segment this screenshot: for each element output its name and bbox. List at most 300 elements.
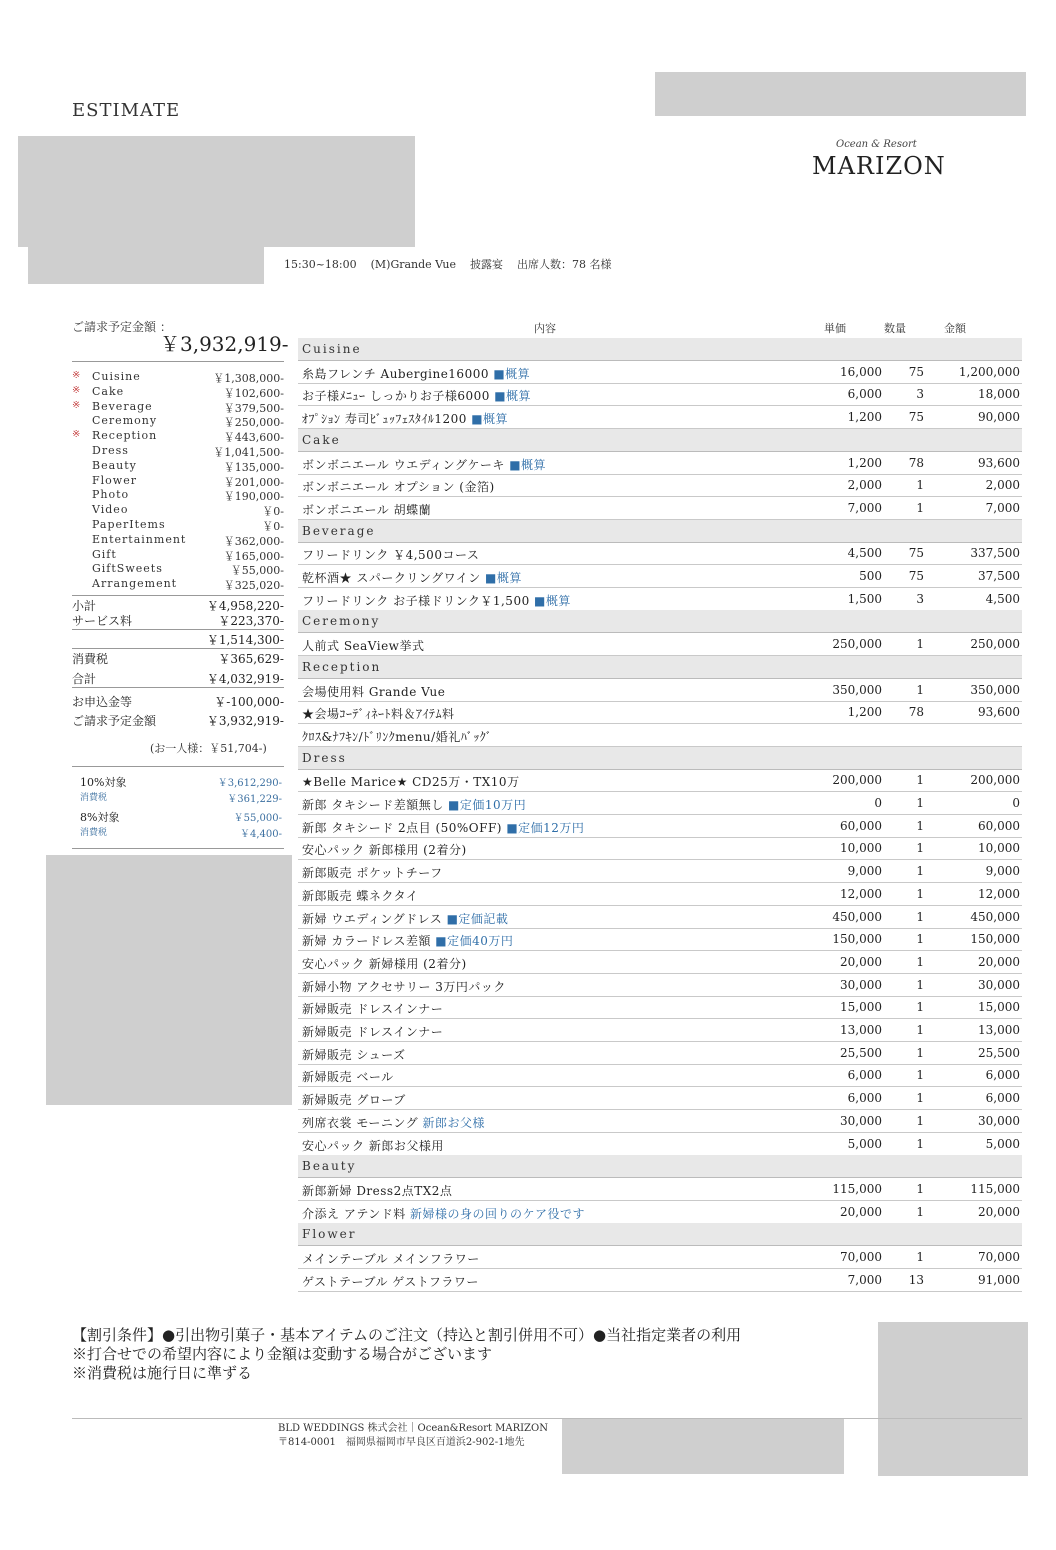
table-row — [298, 815, 1022, 838]
category-title — [302, 751, 347, 765]
item-name: 安心パック 新郎お父様用 — [302, 1138, 444, 1153]
unit-price: 7,000 — [847, 500, 882, 515]
total-row — [72, 693, 284, 711]
total-row — [72, 650, 284, 668]
tax-value: ￥361,229- — [227, 794, 282, 805]
item-description — [302, 978, 506, 995]
item-note: ■概算 — [471, 412, 509, 427]
table-row — [298, 792, 1022, 815]
table-row — [298, 565, 1022, 588]
category-name: Cake — [92, 384, 125, 398]
item-name: フリードリンク ￥4,500コース — [302, 548, 480, 563]
category-name: Cuisine — [92, 370, 141, 383]
item-description — [302, 796, 526, 813]
line-amount: 13,000 — [978, 1023, 1020, 1037]
unit-price: 115,000 — [832, 1181, 882, 1196]
category-row — [72, 414, 284, 429]
item-name: 人前式 SeaView挙式 — [302, 639, 425, 654]
category-header-row — [298, 747, 1022, 770]
item-description — [302, 501, 431, 518]
line-amount: 93,600 — [978, 455, 1020, 470]
category-row — [72, 533, 284, 548]
item-note: ■概算 — [494, 389, 532, 404]
divider — [72, 766, 284, 767]
unit-price: 20,000 — [840, 1204, 882, 1219]
table-row — [298, 837, 1022, 860]
line-amount: 90,000 — [978, 410, 1020, 425]
asterisk-mark: ※ — [72, 370, 81, 381]
item-description — [302, 887, 418, 904]
tax-value: ￥4,400- — [239, 829, 282, 840]
unit-price: 12,000 — [840, 886, 882, 901]
total-label: 消費税 — [72, 652, 109, 666]
table-row — [298, 588, 1022, 611]
item-note: ■概算 — [534, 593, 571, 608]
quantity: 1 — [916, 1113, 924, 1128]
item-name: 糸島フレンチ Aubergine16000 — [302, 366, 489, 381]
table-row — [298, 769, 1022, 792]
footer-notes — [72, 1326, 741, 1383]
discount-conditions: 【割引条件】●引出物引菓子・基本アイテムのご注文（持込と割引併用不可）●当社指定業者の利用 — [72, 1326, 742, 1344]
category-row — [72, 429, 284, 444]
table-row — [298, 633, 1022, 656]
unit-price: 250,000 — [832, 637, 882, 652]
line-amount: 37,500 — [978, 569, 1020, 583]
item-description — [302, 683, 445, 700]
line-amount: 1,200,000 — [958, 364, 1020, 379]
item-description — [302, 1137, 444, 1154]
unit-price: 0 — [874, 796, 882, 810]
line-amount: 6,000 — [985, 1091, 1020, 1106]
quantity: 3 — [916, 591, 924, 606]
table-row — [298, 452, 1022, 475]
tax-note: ※消費税は施行日に準ずる — [72, 1364, 253, 1382]
category-row — [72, 370, 284, 385]
divider — [72, 629, 284, 630]
item-description — [302, 864, 443, 881]
item-description — [302, 1000, 443, 1017]
quantity: 1 — [916, 841, 924, 856]
quantity: 1 — [916, 1091, 924, 1106]
category-title — [302, 524, 375, 538]
category-value: ￥201,000- — [223, 475, 284, 489]
table-row — [298, 1178, 1022, 1201]
item-description — [302, 478, 495, 495]
item-name: ★会場ｺｰﾃﾞｨﾈｰﾄ料＆ｱｲﾃﾑ料 — [302, 707, 455, 722]
item-description — [302, 1091, 406, 1108]
unit-price: 9,000 — [847, 864, 882, 879]
item-description — [302, 705, 455, 722]
item-note: ■概算 — [485, 571, 522, 585]
item-name: ｵﾌﾟｼｮﾝ 寿司ﾋﾞｭｯﾌｪｽﾀｲﾙ1200 — [302, 412, 467, 427]
divider — [72, 1418, 1022, 1419]
item-name: 新郎 タキシード 2点目 (50%OFF) — [302, 820, 502, 835]
table-row — [298, 1133, 1022, 1156]
unit-price: 1,200 — [847, 705, 882, 720]
total-value: ￥365,629- — [218, 652, 284, 666]
per-person-amount: (お一人様：￥51,704-) — [150, 742, 267, 755]
category-header-row — [298, 1155, 1022, 1178]
item-description — [302, 387, 531, 404]
line-amount: 70,000 — [978, 1250, 1020, 1264]
item-name: Beauty — [302, 1159, 357, 1174]
table-row — [298, 406, 1022, 429]
item-description — [302, 955, 467, 972]
category-name: GiftSweets — [92, 562, 163, 576]
item-note: 新郎お父様 — [422, 1115, 485, 1130]
quantity: 1 — [916, 773, 924, 788]
redacted-block — [655, 72, 1026, 116]
quantity: 13 — [908, 1272, 924, 1287]
total-label: 合計 — [72, 672, 97, 686]
item-description — [302, 728, 492, 745]
table-row — [298, 1042, 1022, 1065]
tax-label: 10%対象 — [80, 776, 127, 789]
total-value: ￥4,958,220- — [206, 599, 284, 613]
item-name: Cake — [302, 432, 341, 447]
quantity: 1 — [916, 977, 924, 992]
total-label: お申込金等 — [72, 695, 133, 709]
table-row — [298, 1110, 1022, 1133]
item-description — [302, 819, 584, 836]
item-name: 新婦販売 ベール — [302, 1070, 394, 1085]
item-name: ゲストテーブル ゲストフラワー — [302, 1274, 479, 1289]
item-description — [302, 637, 424, 654]
line-amount: 337,500 — [970, 546, 1020, 561]
quantity: 1 — [916, 500, 924, 515]
line-amount: 25,500 — [978, 1045, 1020, 1060]
unit-price: 5,000 — [847, 1136, 882, 1151]
unit-price: 500 — [859, 569, 882, 583]
category-title — [302, 433, 341, 447]
item-description — [302, 410, 508, 427]
quantity: 75 — [908, 569, 924, 583]
item-description — [302, 456, 546, 473]
category-header-row — [298, 1223, 1022, 1246]
category-name: PaperItems — [92, 518, 166, 531]
unit-price: 6,000 — [847, 1068, 882, 1083]
category-value: ￥165,000- — [223, 549, 284, 563]
quantity: 1 — [916, 1023, 924, 1037]
item-description — [302, 841, 467, 858]
quantity: 1 — [916, 932, 924, 947]
item-name: 介添え アテンド料 — [302, 1206, 406, 1221]
table-row — [298, 1246, 1022, 1269]
tax-row — [80, 790, 282, 805]
unit-price: 1,200 — [847, 410, 882, 425]
table-row — [298, 361, 1022, 384]
quantity: 1 — [916, 1181, 924, 1196]
unit-price: 10,000 — [840, 841, 882, 856]
item-description — [302, 1182, 452, 1199]
category-value: ￥1,308,000- — [213, 372, 284, 385]
category-row — [72, 385, 284, 400]
category-header-row — [298, 610, 1022, 633]
quantity: 1 — [916, 954, 924, 969]
category-value: ￥135,000- — [223, 460, 284, 474]
tax-label: 消費税 — [80, 828, 108, 838]
quantity: 3 — [916, 387, 924, 402]
table-row — [298, 474, 1022, 497]
company-name: BLD WEDDINGS 株式会社｜Ocean&Resort MARIZON — [278, 1423, 548, 1434]
asterisk-mark: ※ — [72, 384, 81, 396]
table-row — [298, 928, 1022, 951]
divider — [72, 687, 284, 688]
tax-row — [80, 809, 282, 824]
quantity: 1 — [916, 796, 924, 810]
total-value: ￥3,932,919- — [206, 714, 284, 728]
line-amount: 5,000 — [985, 1136, 1020, 1151]
line-amount: 12,000 — [978, 886, 1020, 901]
category-title — [302, 614, 380, 628]
line-amount: 18,000 — [978, 387, 1020, 402]
asterisk-mark: ※ — [72, 429, 81, 441]
category-value: ￥102,600- — [223, 386, 284, 400]
item-description — [302, 1205, 585, 1222]
line-amount: 200,000 — [970, 773, 1020, 788]
table-row — [298, 1201, 1022, 1224]
item-name: 新婦販売 シューズ — [302, 1047, 406, 1062]
item-name: ★Belle Marice★ CD25万・TX10万 — [302, 775, 520, 790]
item-name: フリードリンク お子様ドリンク￥1,500 — [302, 593, 530, 608]
quantity: 1 — [916, 1000, 924, 1015]
brand-tagline: Ocean & Resort — [836, 139, 917, 150]
item-description — [302, 1250, 480, 1267]
total-row — [72, 631, 284, 649]
total-label: ご請求予定金額 — [72, 714, 157, 728]
table-row — [298, 679, 1022, 702]
total-value: ￥-100,000- — [214, 695, 284, 709]
divider — [72, 648, 284, 649]
item-note: ■概算 — [493, 366, 531, 381]
total-label: サービス料 — [72, 614, 133, 628]
table-row — [298, 1019, 1022, 1042]
item-name: 新郎新婦 Dress2点TX2点 — [302, 1183, 453, 1198]
item-note: ■定価40万円 — [435, 934, 514, 949]
item-description — [302, 1023, 443, 1040]
redacted-block — [28, 247, 264, 284]
item-name: ボンボニエール オプション (金箔) — [302, 480, 495, 495]
total-label: 小計 — [72, 599, 97, 613]
redacted-block — [878, 1322, 1028, 1476]
category-name: Flower — [92, 473, 137, 487]
category-row — [72, 577, 284, 592]
divider — [72, 595, 284, 596]
item-name: Dress — [302, 750, 347, 765]
total-value: ￥4,032,919- — [206, 672, 284, 686]
table-row — [298, 906, 1022, 929]
divider — [72, 848, 284, 849]
redacted-block — [562, 1418, 844, 1474]
total-row — [72, 712, 284, 730]
item-description — [302, 910, 508, 927]
quantity: 1 — [916, 1250, 924, 1264]
quantity: 1 — [916, 864, 924, 879]
table-row — [298, 951, 1022, 974]
line-amount: 250,000 — [970, 637, 1020, 652]
unit-price: 1,500 — [847, 591, 882, 606]
tax-row — [80, 825, 282, 840]
price-change-note: ※打合せでの希望内容により金額は変動する場合がございます — [72, 1345, 493, 1363]
table-row — [298, 1087, 1022, 1110]
category-value: ￥250,000- — [223, 416, 284, 430]
table-row — [298, 701, 1022, 724]
unit-price: 6,000 — [847, 1091, 882, 1106]
event-details: 15:30~18:00 (M)Grande Vue 披露宴 出席人数：78 名様 — [284, 258, 612, 271]
category-name: Reception — [92, 429, 158, 443]
line-amount: 93,600 — [978, 705, 1020, 720]
item-description — [302, 1273, 479, 1290]
category-name: Gift — [92, 547, 117, 561]
item-description — [302, 1114, 485, 1131]
line-amount: 15,000 — [978, 1000, 1020, 1015]
tax-label: 消費税 — [80, 793, 108, 803]
item-name: 新婦販売 ドレスインナー — [302, 1002, 444, 1017]
item-name: 新郎販売 蝶ネクタイ — [302, 888, 419, 903]
category-name: Arrangement — [92, 577, 178, 591]
category-name: Entertainment — [92, 532, 187, 546]
item-name: 新婦販売 ドレスインナー — [302, 1025, 444, 1039]
category-value: ￥0- — [262, 505, 284, 519]
category-name: Video — [92, 503, 129, 517]
unit-price: 6,000 — [847, 387, 882, 402]
category-name: Dress — [92, 444, 129, 457]
category-title — [302, 1227, 357, 1241]
line-amount: 10,000 — [978, 841, 1020, 856]
quantity: 78 — [908, 455, 924, 470]
line-amount: 6,000 — [985, 1068, 1020, 1083]
category-name: Beauty — [92, 458, 137, 472]
category-header-row — [298, 429, 1022, 452]
unit-price: 16,000 — [840, 364, 882, 379]
column-header-amount: 金額 — [944, 322, 966, 335]
line-amount: 4,500 — [985, 591, 1020, 606]
item-name: お子様ﾒﾆｭｰ しっかりお子様6000 — [302, 389, 490, 404]
category-row — [72, 400, 284, 415]
table-row — [298, 1269, 1022, 1292]
category-title — [302, 1159, 356, 1173]
item-description — [302, 569, 522, 586]
quantity: 75 — [908, 546, 924, 561]
total-row — [72, 670, 284, 688]
item-description — [302, 1068, 394, 1085]
category-row — [72, 503, 284, 518]
item-name: 新婦 ウエディングドレス — [302, 911, 443, 926]
item-description — [302, 592, 571, 609]
unit-price: 200,000 — [832, 773, 882, 788]
item-name: Reception — [302, 659, 382, 674]
line-amount: 91,000 — [978, 1272, 1020, 1287]
total-value: ￥1,514,300- — [206, 633, 284, 647]
unit-price: 7,000 — [847, 1272, 882, 1287]
quantity: 1 — [916, 818, 924, 833]
quantity: 1 — [916, 1068, 924, 1083]
quantity: 1 — [916, 1204, 924, 1219]
quantity: 1 — [916, 1136, 924, 1151]
column-header-qty: 数量 — [884, 322, 906, 335]
category-value: ￥325,020- — [223, 579, 284, 593]
table-row — [298, 883, 1022, 906]
tax-value: ￥55,000- — [233, 813, 282, 824]
tax-row — [80, 774, 282, 789]
item-name: Cuisine — [302, 342, 362, 356]
item-name: ｸﾛｽ&ﾅﾌｷﾝ/ﾄﾞﾘﾝｸmenu/婚礼ﾊﾞｯｸﾞ — [302, 729, 493, 744]
quantity: 78 — [908, 705, 924, 720]
item-name: 乾杯酒★ スパークリングワイン — [302, 571, 481, 585]
unit-price: 13,000 — [840, 1023, 882, 1037]
item-description — [302, 1046, 405, 1063]
item-note: ■概算 — [509, 457, 547, 472]
quantity: 75 — [908, 410, 924, 425]
category-row — [72, 488, 284, 503]
item-name: 新婦小物 アクセサリー 3万円パック — [302, 979, 506, 994]
category-title — [302, 660, 381, 674]
unit-price: 20,000 — [840, 954, 882, 969]
category-name: Ceremony — [92, 414, 158, 428]
item-name: 列席衣裳 モーニング — [302, 1115, 419, 1130]
category-header-row — [298, 520, 1022, 543]
unit-price: 60,000 — [840, 818, 882, 833]
table-row — [298, 1064, 1022, 1087]
unit-price: 15,000 — [840, 1000, 882, 1015]
category-row — [72, 474, 284, 489]
table-row — [298, 974, 1022, 997]
redacted-block — [18, 136, 415, 247]
company-address: 〒814-0001 福岡県福岡市早良区百道浜2-902-1地先 — [278, 1437, 525, 1448]
unit-price: 2,000 — [847, 478, 882, 493]
table-row — [298, 383, 1022, 406]
item-note: ■定価12万円 — [506, 820, 585, 835]
line-amount: 150,000 — [970, 932, 1020, 947]
tax-label: 8%対象 — [80, 811, 120, 824]
item-name: 新郎 タキシード差額無し — [302, 798, 444, 812]
unit-price: 30,000 — [840, 977, 882, 992]
document-title: ESTIMATE — [72, 100, 181, 121]
line-amount: 7,000 — [985, 500, 1020, 515]
category-row — [72, 548, 284, 563]
total-row — [72, 612, 284, 630]
item-name: 新郎販売 ポケットチーフ — [302, 866, 443, 881]
quantity: 1 — [916, 1045, 924, 1060]
category-name: Photo — [92, 488, 130, 502]
category-value: ￥1,041,500- — [213, 446, 284, 459]
item-description — [302, 773, 520, 790]
asterisk-mark: ※ — [72, 399, 81, 411]
table-row — [298, 497, 1022, 520]
line-amount: 20,000 — [978, 1204, 1020, 1219]
item-name: 新婦販売 グローブ — [302, 1093, 406, 1108]
item-description — [302, 546, 479, 563]
category-row — [72, 459, 284, 474]
category-row — [72, 562, 284, 577]
unit-price: 4,500 — [847, 546, 882, 561]
category-row — [72, 444, 284, 459]
billing-amount-label: ご請求予定金額 ： — [72, 320, 172, 334]
unit-price: 30,000 — [840, 1113, 882, 1128]
line-amount: 20,000 — [978, 954, 1020, 969]
company-info — [278, 1422, 548, 1450]
table-row — [298, 542, 1022, 565]
quantity: 1 — [916, 637, 924, 652]
unit-price: 25,500 — [840, 1045, 882, 1060]
line-amount: 60,000 — [978, 818, 1020, 833]
item-name: Flower — [302, 1227, 357, 1242]
category-name: Beverage — [92, 399, 153, 413]
quantity: 1 — [916, 478, 924, 493]
category-value: ￥190,000- — [223, 490, 284, 504]
tax-value: ￥3,612,290- — [217, 778, 282, 789]
line-amount: 30,000 — [978, 1113, 1020, 1128]
